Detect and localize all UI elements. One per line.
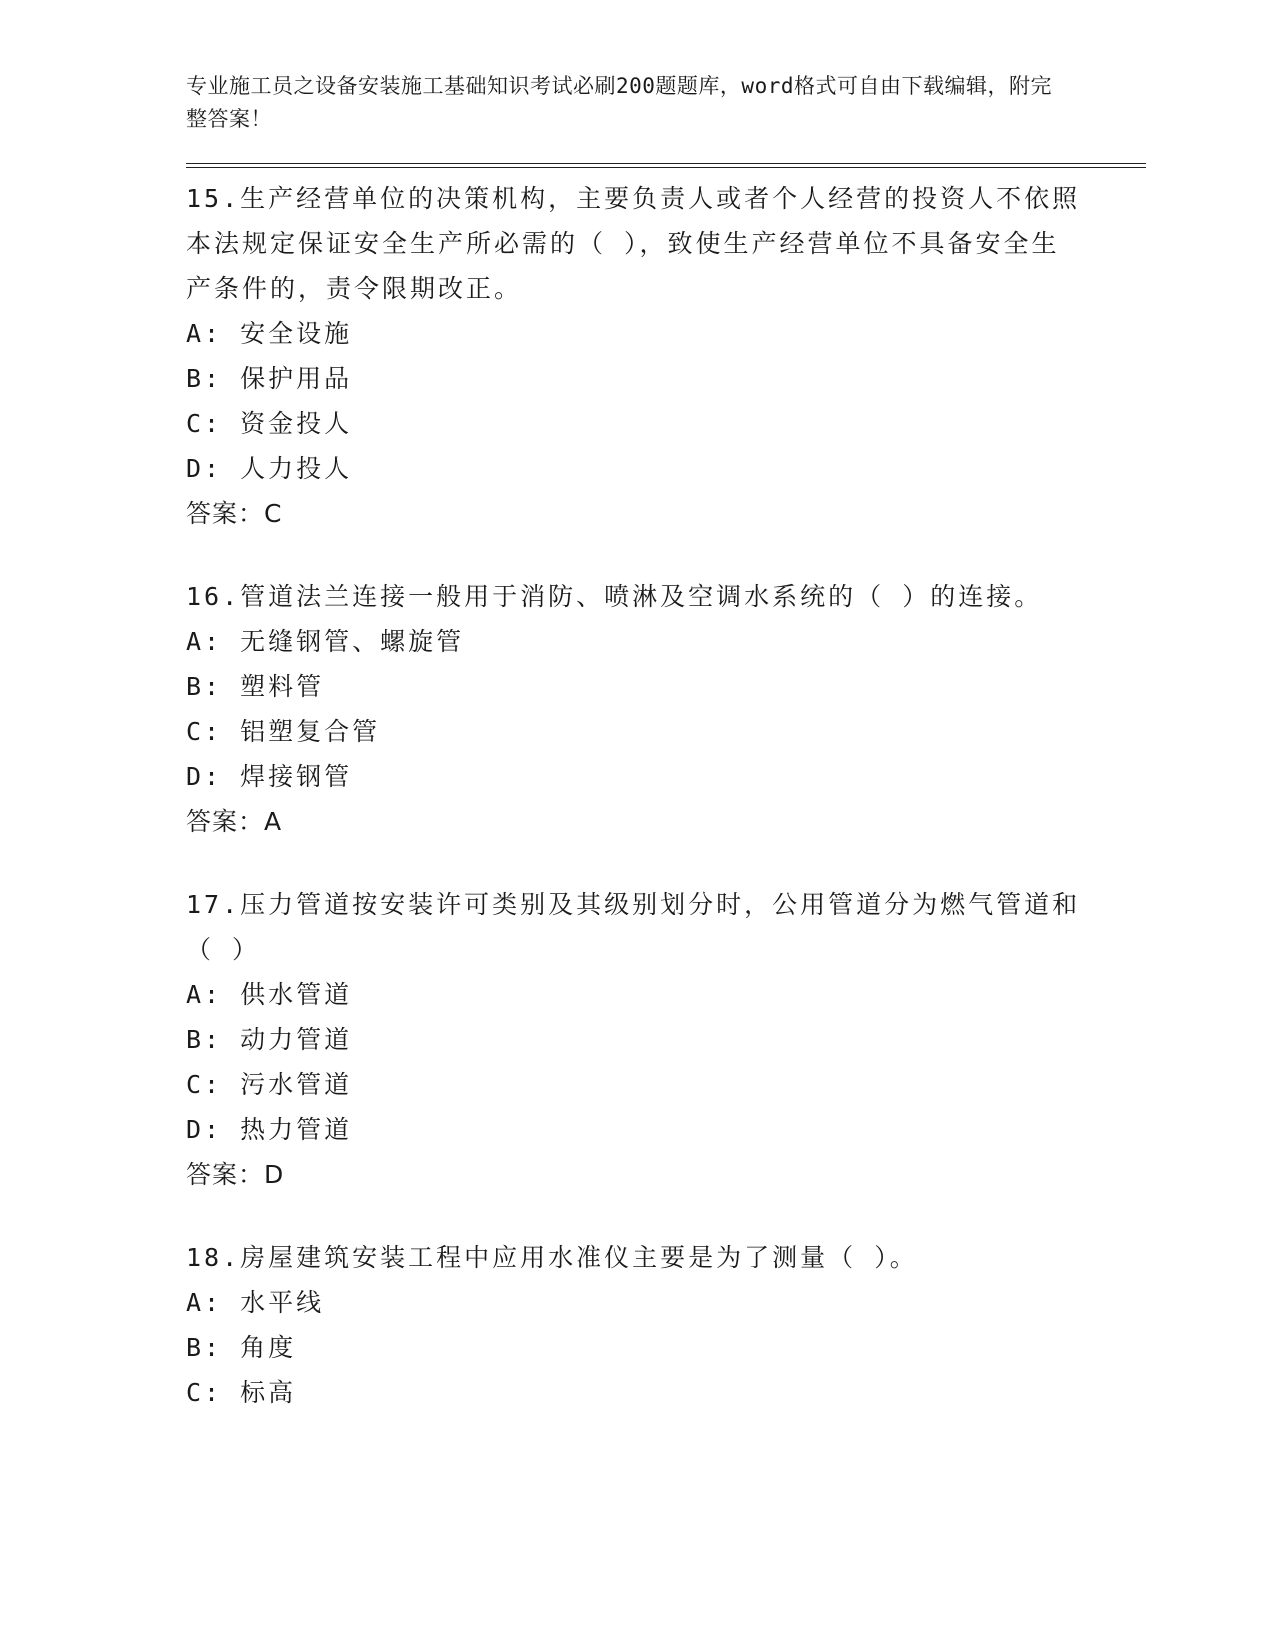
option-c: C: 资金投人 <box>186 409 353 438</box>
option-a: A: 安全设施 <box>186 319 353 348</box>
answer-line: 答案：A <box>186 807 283 836</box>
option-d: D: 人力投人 <box>186 454 353 483</box>
option-a: A: 水平线 <box>186 1288 325 1317</box>
option-c: C: 污水管道 <box>186 1070 353 1099</box>
option-c: C: 铝塑复合管 <box>186 717 381 746</box>
question-16 <box>186 574 1146 844</box>
option-d: D: 热力管道 <box>186 1115 353 1144</box>
option-a: A: 无缝钢管、螺旋管 <box>186 627 465 656</box>
document-page <box>186 70 1146 1453</box>
question-15 <box>186 176 1146 536</box>
answer-line: 答案：D <box>186 1160 285 1189</box>
option-c: C: 标高 <box>186 1378 297 1407</box>
question-18 <box>186 1235 1146 1415</box>
option-a: A: 供水管道 <box>186 980 353 1009</box>
question-stem: 16.管道法兰连接一般用于消防、喷淋及空调水系统的（ ）的连接。 <box>186 582 1043 611</box>
question-stem: 15.生产经营单位的决策机构，主要负责人或者个人经营的投资人不依照本法规定保证安全生产所必需的（ ），致使生产经营单位不具备安全生产条件的，责令限期改正。 <box>186 184 1081 303</box>
option-b: B: 角度 <box>186 1333 297 1362</box>
option-d: D: 焊接钢管 <box>186 762 353 791</box>
option-b: B: 动力管道 <box>186 1025 353 1054</box>
option-b: B: 保护用品 <box>186 364 353 393</box>
question-list <box>186 176 1146 1415</box>
question-17 <box>186 882 1146 1197</box>
option-b: B: 塑料管 <box>186 672 325 701</box>
document-header: 专业施工员之设备安装施工基础知识考试必刷200题题库，word格式可自由下载编辑，附完整答案！ <box>186 74 1052 131</box>
header-divider <box>186 163 1146 168</box>
question-stem: 18.房屋建筑安装工程中应用水准仪主要是为了测量（ ）。 <box>186 1243 918 1272</box>
question-stem: 17.压力管道按安装许可类别及其级别划分时，公用管道分为燃气管道和（ ） <box>186 890 1081 964</box>
answer-line: 答案：C <box>186 499 283 528</box>
